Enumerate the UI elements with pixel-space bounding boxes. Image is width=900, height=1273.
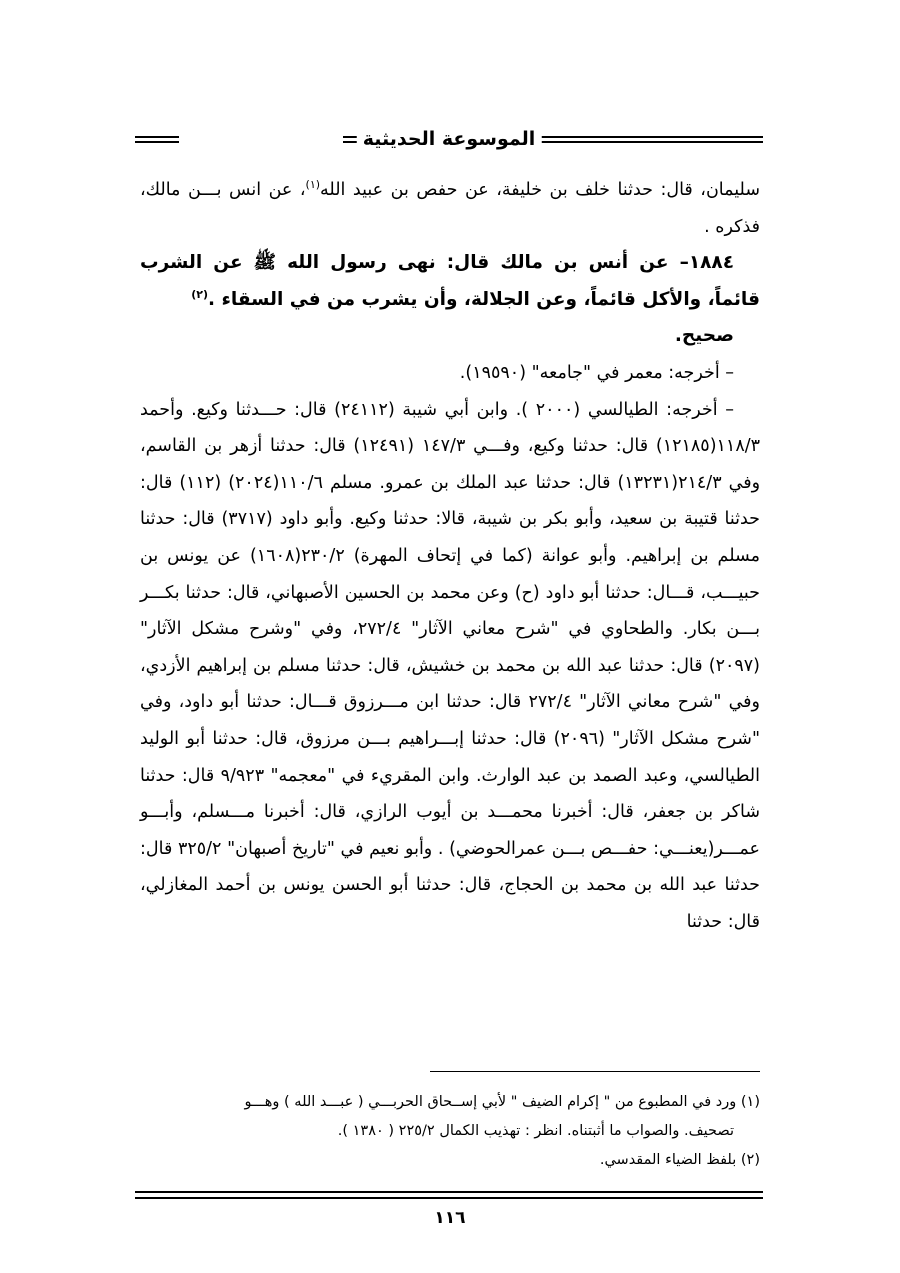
footnote-1: (١) ورد في المطبوع من " إكرام الضيف " لأبي إســحاق الحربـــي ( عبـــد الله ) وهـــو bbox=[244, 1094, 760, 1110]
grading: صحيح. bbox=[674, 325, 734, 347]
footnote-ref-1[interactable]: (١) bbox=[305, 178, 321, 192]
takhrij-line-1: – أخرجه: معمر في "جامعه" (١٩٥٩٠). bbox=[459, 362, 734, 383]
main-text bbox=[140, 172, 760, 940]
hadith-text: ١٨٨٤– عن أنس بن مالك قال: نهى رسول الله ﷺ عن الشرب قائماً، والأكل قائماً، وعن الجلالة، وأن يشرب من في السقاء .$^{(٢)}$ bbox=[140, 252, 760, 310]
footnote-1-continuation: تصحيف. والصواب ما أثبتناه. انظر : تهذيب الكمال ٢٢٥/٢ ( ١٣٨٠ ). bbox=[337, 1123, 734, 1139]
footnote-separator bbox=[430, 1071, 760, 1072]
takhrij-line-2: – أخرجه: الطيالسي (٢٠٠٠ ). وابن أبي شيبة (٢٤١١٢) قال: حـــدثنا وكيع. وأحمد ١١٨/٣(١٢١٨٥) قال: حدثنا وكيع، وفـــي ١٤٧/٣ (١٢٤٩١) قال: حدثنا أزهر بن القاسم، وفي ٢١٤/٣(١٣٢٣١) قال: حدثنا عبد الملك بن عمرو. مسلم ١١٠/٦(٢٠٢٤) (١١٢) قال: حدثنا قتيبة بن سعيد، وأبو بكر بن شيبة، قالا: حدثنا وكيع. وأبو داود (٣٧١٧) قال: حدثنا مسلم بن إبراهيم. وأبو عوانة (كما في إتحاف المهرة) ٢٣٠/٢(١٦٠٨) عن يونس بن حبيـــب، قـــال: حدثنا أبو داود (ح) وعن محمد بن الحسين الأصبهاني، قال: حدثنا بكـــر بـــن بكار. والطحاوي في "شرح معاني الآثار" ٢٧٢/٤، وفي "وشرح مشكل الآثار" (٢٠٩٧) قال: حدثنا عبد الله بن محمد بن خشيش، قال: حدثنا مسلم بن إبراهيم الأزدي، وفي "شرح معاني الآثار" ٢٧٢/٤ قال: حدثنا ابن مـــرزوق قـــال: حدثنا أبو داود، وفي "شرح مشكل الآثار" (٢٠٩٦) قال: حدثنا إبـــراهيم بـــن مرزوق، قال: حدثنا أبو الوليد الطيالسي، وعبد الصمد بن عبد الوارث. وابن المقريء في "معجمه" ٩/٩٢٣ قال: حدثنا شاكر بن جعفر، قال: أخبرنا محمـــد بن أيوب الرازي، قال: أخبرنا مـــسلم، وأبـــو عمـــر(يعنـــي: حفـــص بـــن عمرالحوضي) . وأبو نعيم في "تاريخ أصبهان" ٣٢٥/٢ قال: حدثنا عبد الله بن محمد بن الحجاج، قال: حدثنا أبو الحسن يونس بن أحمد المغازلي، قال: حدثنا bbox=[140, 399, 761, 932]
paragraph-continuation: سليمان، قال: حدثنا خلف بن خليفة، عن حفص بن عبيد الله$^{(١)}$، عن انس بـــن مالك، فذكره . bbox=[140, 178, 760, 237]
header-title: الموسوعة الحديثية bbox=[357, 124, 542, 154]
header-rule-left bbox=[135, 136, 179, 143]
page-number: ١١٦ bbox=[434, 1208, 466, 1228]
footer-rule bbox=[135, 1191, 763, 1199]
running-header bbox=[135, 124, 763, 158]
footnote-ref-2[interactable]: (٢) bbox=[191, 287, 208, 301]
footnotes bbox=[140, 1088, 760, 1175]
footnote-2: (٢) بلفظ الضياء المقدسي. bbox=[599, 1152, 760, 1168]
